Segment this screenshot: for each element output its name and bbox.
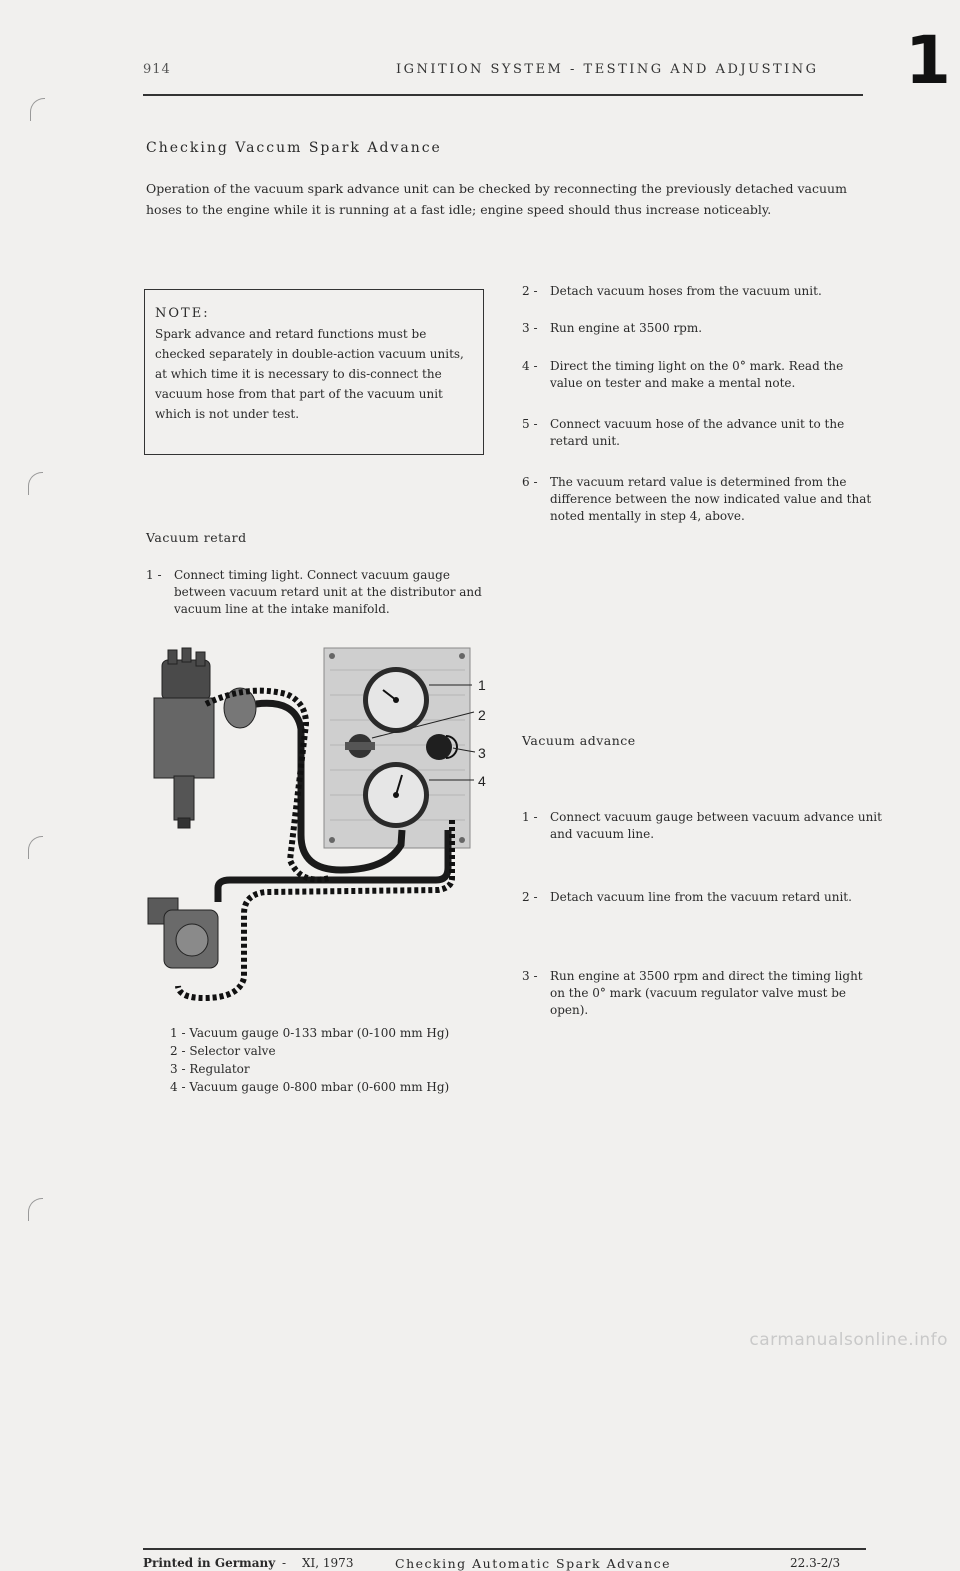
step-text: Detach vacuum hoses from the vacuum unit. — [550, 284, 822, 298]
retard-step-6 — [522, 474, 877, 525]
retard-step-1 — [146, 567, 491, 618]
carburetor — [148, 898, 218, 968]
retard-step-4 — [522, 358, 862, 392]
callout-1: 1 — [478, 677, 486, 693]
step-text: Direct the timing light on the 0° mark. Read the value on tester and make a mental note. — [550, 359, 844, 390]
figure-legend — [170, 1024, 449, 1096]
section-title: Checking Vaccum Spark Advance — [146, 140, 442, 156]
advance-step-2 — [522, 889, 867, 906]
footer-code: 22.3-2/3 — [790, 1556, 841, 1570]
footer-printed: Printed in Germany — [143, 1556, 276, 1570]
distributor — [154, 648, 256, 828]
step-number: 2 - — [522, 284, 538, 298]
margin-mark — [30, 98, 45, 121]
callout-2: 2 — [478, 707, 486, 723]
step-number: 5 - — [522, 417, 538, 431]
callout-3: 3 — [478, 745, 486, 761]
vacuum-retard-heading: Vacuum retard — [146, 530, 247, 545]
legend-item: 2 - Selector valve — [170, 1044, 276, 1058]
step-text: Run engine at 3500 rpm and direct the timing light on the 0° mark (vacuum regulator valve must be open). — [550, 969, 863, 1017]
step-text: Connect vacuum hose of the advance unit to the retard unit. — [550, 417, 845, 448]
footer-rule — [143, 1548, 866, 1550]
step-number: 6 - — [522, 475, 538, 489]
panel-screw — [329, 653, 335, 659]
footer-dash: - — [282, 1556, 287, 1570]
intro-paragraph: Operation of the vacuum spark advance unit can be checked by reconnecting the previously detached vacuum hoses to the engine while it is running at a fast idle; engine speed should thus increase noticeably. — [146, 181, 847, 217]
watermark: carmanualsonline.info — [749, 1330, 948, 1350]
step-number: 3 - — [522, 321, 538, 335]
panel-screw — [329, 837, 335, 843]
note-title: NOTE: — [155, 306, 210, 321]
footer-title: Checking Automatic Spark Advance — [395, 1556, 672, 1571]
vacuum-gauge-high — [363, 762, 429, 828]
vacuum-gauge-low — [363, 667, 429, 733]
panel-screw — [459, 653, 465, 659]
step-number: 4 - — [522, 359, 538, 373]
note-box — [144, 289, 484, 455]
vacuum-tester-figure — [140, 640, 510, 1015]
step-text: The vacuum retard value is determined from the difference between the now indicated value and that noted mentally in step 4, above. — [550, 475, 872, 523]
step-text: Connect vacuum gauge between vacuum advance unit and vacuum line. — [550, 810, 882, 841]
step-number: 1 - — [146, 568, 162, 582]
header-rule — [143, 94, 863, 96]
retard-step-3 — [522, 320, 872, 337]
margin-mark — [28, 1198, 43, 1221]
footer-date: XI, 1973 — [302, 1556, 354, 1570]
retard-step-2 — [522, 283, 872, 300]
step-number: 3 - — [522, 969, 538, 983]
step-text: Detach vacuum line from the vacuum retard unit. — [550, 890, 852, 904]
retard-step-5 — [522, 416, 882, 450]
advance-step-1 — [522, 809, 887, 843]
advance-step-3 — [522, 968, 867, 1019]
section-number: 1 — [905, 22, 951, 99]
step-number: 2 - — [522, 890, 538, 904]
margin-mark — [28, 836, 43, 859]
margin-mark — [28, 472, 43, 495]
panel-screw — [459, 837, 465, 843]
legend-item: 4 - Vacuum gauge 0-800 mbar (0-600 mm Hg) — [170, 1080, 450, 1094]
legend-item: 3 - Regulator — [170, 1062, 250, 1076]
step-text: Connect timing light. Connect vacuum gauge between vacuum retard unit at the distributor and vacuum line at the intake manifold. — [174, 568, 482, 616]
step-number: 1 - — [522, 810, 538, 824]
legend-item: 1 - Vacuum gauge 0-133 mbar (0-100 mm Hg) — [170, 1026, 450, 1040]
note-text: Spark advance and retard functions must be checked separately in double-action vacuum units, at which time it is necessary to dis-connect the vacuum hose from that part of the vacuum unit which is not under test. — [155, 327, 464, 421]
callout-4: 4 — [478, 773, 486, 789]
vacuum-advance-heading: Vacuum advance — [522, 733, 636, 748]
page-number: 914 — [143, 62, 171, 77]
page-header-title: IGNITION SYSTEM - TESTING AND ADJUSTING — [396, 62, 819, 77]
step-text: Run engine at 3500 rpm. — [550, 321, 703, 335]
